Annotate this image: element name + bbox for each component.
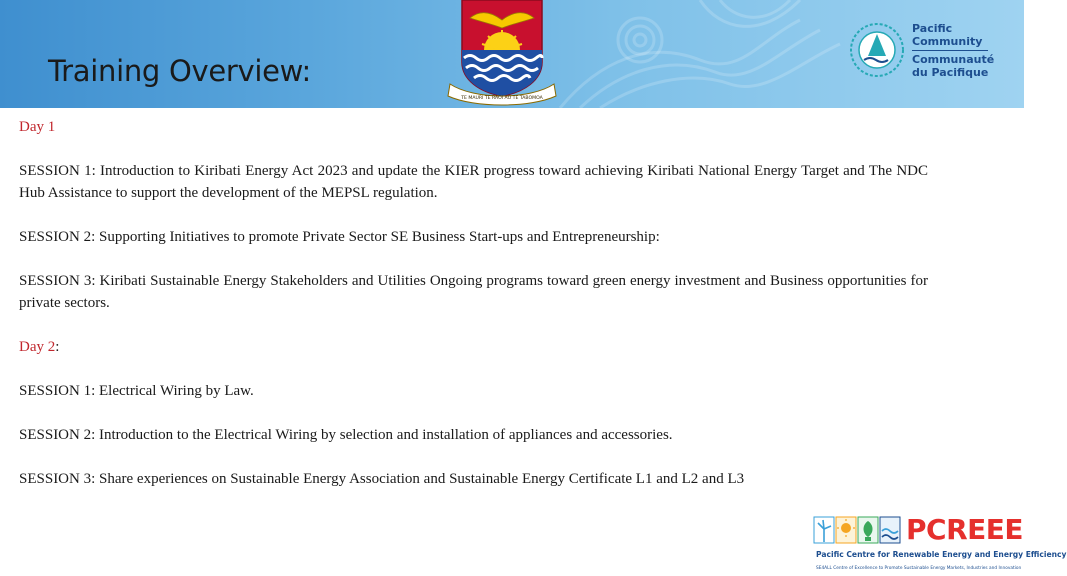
pc-divider — [912, 50, 988, 51]
pcreee-full-name: Pacific Centre for Renewable Energy and Energy Efficiency — [816, 550, 1067, 559]
page-title: Training Overview: — [48, 54, 311, 88]
pcreee-wordmark: PCREEE — [906, 513, 1024, 546]
renewable-energy-icons — [814, 517, 904, 547]
emblem-motto: TE MAURI TE RAOI AO TE TABOMOA — [461, 96, 543, 101]
day-1-session-3: SESSION 3: Kiribati Sustainable Energy Stakeholders and Utilities Ongoing programs toward green energy investment and Business opportunities for private sectors. — [19, 273, 928, 311]
day-2-heading — [19, 336, 928, 358]
pc-line-4: du Pacifique — [912, 66, 989, 79]
day-2-label: Day 2 — [19, 339, 56, 355]
slide-header — [0, 0, 1024, 108]
day-2-session-1: SESSION 1: Electrical Wiring by Law. — [19, 383, 254, 399]
pcreee-tagline: SE4ALL Centre of Excellence to Promote Sustainable Energy Markets, Industries and Innovation — [816, 566, 1022, 571]
day-2-session-2: SESSION 2: Introduction to the Electrical Wiring by selection and installation of appliances and accessories. — [19, 427, 673, 443]
day-1-session-2: SESSION 2: Supporting Initiatives to promote Private Sector SE Business Start-ups and Entrepreneurship: — [19, 229, 660, 245]
kiribati-coat-of-arms-icon — [444, 0, 560, 108]
pc-line-3: Communauté — [912, 53, 995, 66]
pacific-community-logo — [848, 20, 998, 84]
day-2-session-3: SESSION 3: Share experiences on Sustainable Energy Association and Sustainable Energy Certificate L1 and L2 and L3 — [19, 471, 745, 487]
pcreee-logo — [814, 513, 1067, 574]
sun-icon — [841, 523, 851, 533]
pc-line-1: Pacific — [912, 22, 953, 35]
day-1-session-1: SESSION 1: Introduction to Kiribati Energy Act 2023 and update the KIER progress toward achieving Kiribati National Energy Target and The NDC Hub Assistance to support the development of the MEPSL regulation. — [19, 163, 928, 201]
day-1-label: Day 1 — [19, 119, 56, 135]
pacific-community-symbol-icon — [848, 20, 906, 80]
day-2-colon: : — [55, 339, 60, 355]
pacific-community-wordmark — [912, 22, 994, 79]
day-1-heading — [19, 116, 928, 138]
pc-line-2: Community — [912, 35, 983, 48]
